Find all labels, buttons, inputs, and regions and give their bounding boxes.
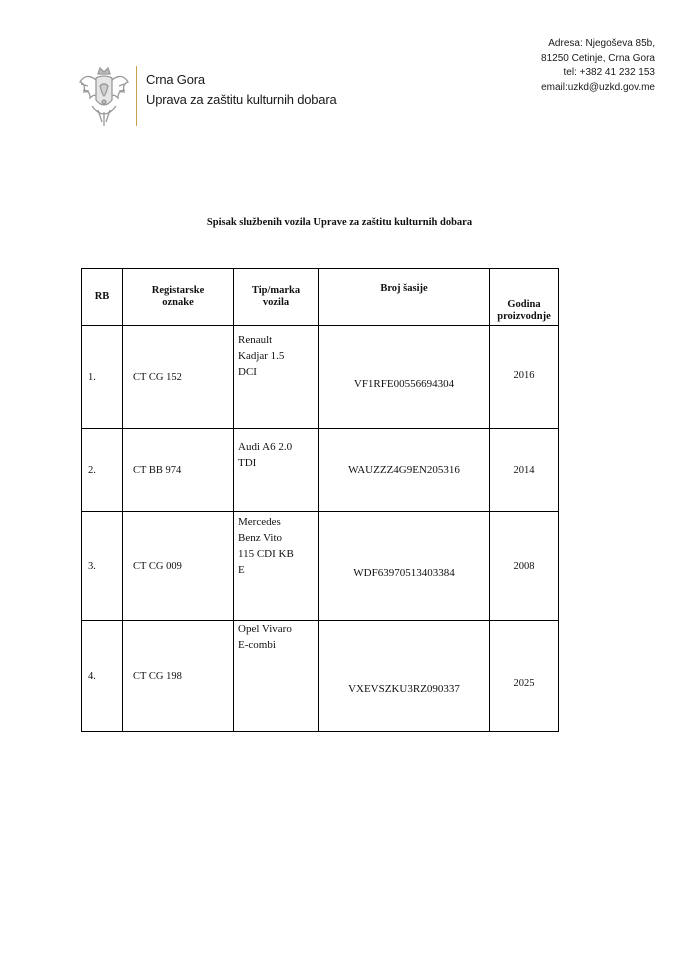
- vehicle-table: [81, 268, 559, 732]
- row-registration: CT BB 974: [123, 429, 234, 512]
- row-make-line: Opel Vivaro: [238, 623, 292, 635]
- address-street: Adresa: Njegoševa 85b,: [548, 38, 655, 49]
- header-make: [234, 269, 319, 326]
- row-number: 1.: [82, 326, 123, 429]
- address-phone: tel: +382 41 232 153: [563, 67, 655, 78]
- header-rb: RB: [82, 269, 123, 326]
- row-make: [234, 326, 319, 429]
- row-make-line: E-combi: [238, 639, 276, 651]
- row-number: 3.: [82, 512, 123, 621]
- address-city: 81250 Cetinje, Crna Gora: [541, 52, 655, 64]
- row-make: [234, 429, 319, 512]
- row-registration: CT CG 198: [123, 621, 234, 732]
- row-make-line: Audi A6 2.0: [238, 441, 293, 453]
- organization-block: [146, 70, 336, 110]
- header-make-line2: vozila: [262, 297, 290, 308]
- coat-of-arms-icon: [78, 66, 130, 128]
- header-year-line2: proizvodnje: [497, 311, 551, 322]
- row-make-line: TDI: [238, 457, 257, 469]
- row-year: 2025: [490, 621, 559, 732]
- row-chassis: VF1RFE00556694304: [319, 326, 490, 429]
- header-registration-line1: Registarske: [151, 285, 205, 296]
- row-make-line: Kadjar 1.5: [238, 350, 285, 362]
- header-year-line1: Godina: [507, 299, 541, 310]
- row-registration: CT CG 152: [123, 326, 234, 429]
- row-make-line: Benz Vito: [238, 532, 283, 544]
- header-divider: [136, 66, 137, 126]
- address-block: [541, 37, 655, 95]
- address-email: email:uzkd@uzkd.gov.me: [541, 81, 655, 93]
- row-chassis: WDF63970513403384: [319, 512, 490, 621]
- header-registration-line2: oznake: [162, 297, 194, 308]
- row-make: [234, 512, 319, 621]
- table-row: [82, 429, 559, 512]
- row-make-line: Mercedes: [238, 516, 281, 528]
- row-year: 2014: [490, 429, 559, 512]
- row-year: 2016: [490, 326, 559, 429]
- row-make-line: Renault: [238, 334, 273, 346]
- table-row: [82, 326, 559, 429]
- row-number: 2.: [82, 429, 123, 512]
- header-chassis: Broj šasije: [319, 269, 490, 326]
- org-name: Uprava za zaštitu kulturnih dobara: [146, 92, 337, 107]
- row-number: 4.: [82, 621, 123, 732]
- row-chassis: WAUZZZ4G9EN205316: [319, 429, 490, 512]
- table-header-row: [82, 269, 559, 326]
- org-country: Crna Gora: [146, 72, 205, 87]
- row-make-line: E: [238, 564, 245, 576]
- header-registration: [123, 269, 234, 326]
- row-registration: CT CG 009: [123, 512, 234, 621]
- row-make-line: 115 CDI KB: [238, 548, 294, 560]
- row-chassis: VXEVSZKU3RZ090337: [319, 621, 490, 732]
- row-make: [234, 621, 319, 732]
- row-year: 2008: [490, 512, 559, 621]
- row-make-line: DCI: [238, 366, 257, 378]
- table-row: [82, 512, 559, 621]
- header-year: [490, 269, 559, 326]
- header-make-line1: Tip/marka: [251, 285, 301, 296]
- table-row: [82, 621, 559, 732]
- document-title: Spisak službenih vozila Uprave za zaštitu kulturnih dobara: [206, 217, 473, 228]
